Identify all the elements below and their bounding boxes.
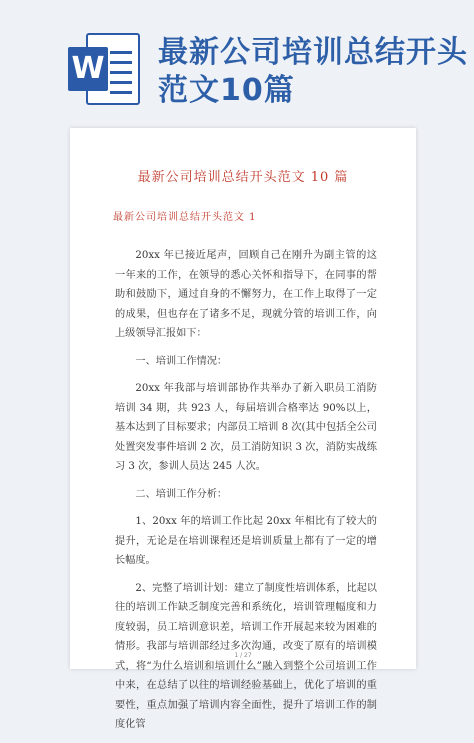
page-number: 1 / 27 [234, 652, 252, 659]
paragraph-heading: 一、培训工作情况： [135, 355, 228, 367]
word-badge-icon: W [68, 47, 108, 91]
paragraph-heading: 二、培训工作分析： [135, 488, 228, 500]
banner [0, 0, 474, 128]
word-document-icon [68, 33, 140, 105]
paragraph: 20xx 年我部与培训部协作共举办了新入职员工消防培训 34 期，共 923 人，每届培训合格率达 90%以上，基本达到了目标要求；内部员工培训 8 次(其中包括全公司处置突发事件培训 2 次，员工消防知识 3 次，消防实战练习 3 次，参训人员达 245 人次。 [115, 383, 377, 472]
document-body [115, 246, 377, 743]
paragraph: 2、完整了培训计划：建立了制度性培训体系，比起以往的培训工作缺乏制度完善和系统化，培训管理幅度和力度较弱，员工培训意识差，培训工作开展起来较为困难的情形。我部与培训部经过多次沟通，改变了原有的培训模式，将“为什么培训和培训什么”融入到整个公司培训工作中来，在总结了以往的培训经验基础上，优化了培训的重要性，重点加强了培训内容全面性，提升了培训工作的制度化管 [115, 582, 377, 730]
section-title: 最新公司培训总结开头范文 1 [113, 212, 257, 223]
document-page [70, 128, 416, 730]
paragraph: 1、20xx 年的培训工作比起 20xx 年相比有了较大的提升，无论是在培训课程还是培训质量上都有了一定的增长幅度。 [115, 516, 377, 566]
document-title: 最新公司培训总结开头范文 10 篇 [137, 170, 349, 185]
banner-title: 最新公司培训总结开头范文10篇 [158, 35, 468, 108]
paragraph: 20xx 年已接近尾声，回顾自己在刚升为副主管的这一年来的工作，在领导的悉心关怀和指导下，在同事的帮助和鼓励下，通过自身的不懈努力，在工作上取得了一定的成果，但也存在了诸多不足，现就分管的培训工作，向上级领导汇报如下： [115, 250, 377, 339]
